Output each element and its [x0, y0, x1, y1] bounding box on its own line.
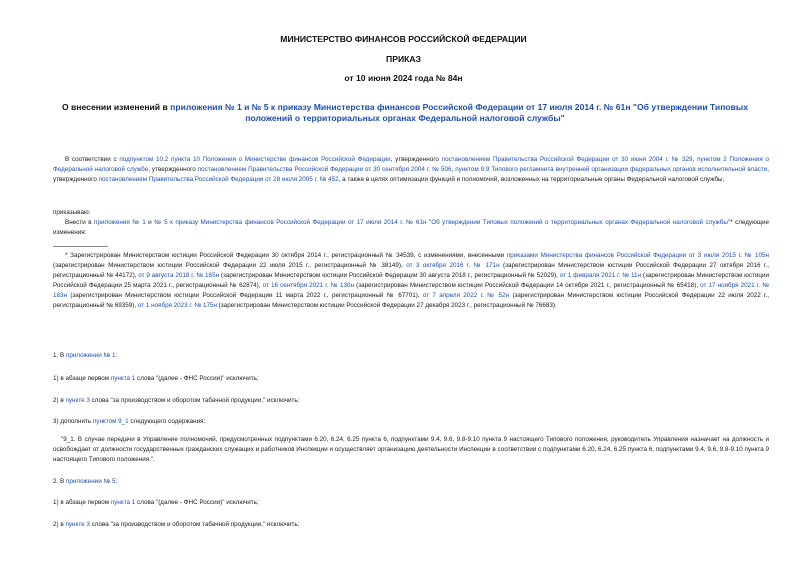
- item-text: 1) в абзаце первом: [53, 499, 111, 506]
- item-1-3-link[interactable]: пунктом 9_1: [92, 418, 129, 425]
- item-1-3: [53, 417, 769, 427]
- preamble-paragraph: [53, 155, 769, 185]
- footnote-text: (зарегистрирован Министерством юстиции Российской Федерации 30 августа 2018 г., регистрационный № 52029),: [219, 272, 560, 279]
- footnote-text: (зарегистрирован Министерством юстиции Российской Федерации 27 октября 2016 г., регистрационный № 44172),: [53, 262, 770, 279]
- footnote-text: (зарегистрирован Министерством юстиции Российской Федерации 25 марта 2021 г., регистрационный № 62874),: [53, 272, 770, 289]
- preamble-text: В соответствии с: [65, 156, 120, 163]
- ministry-title: МИНИСТЕРСТВО ФИНАНСОВ РОССИЙСКОЙ ФЕДЕРАЦИИ: [280, 34, 527, 44]
- quoted-clause-9-1: "9_1. В случае передачи в Управление полномочий, предусмотренных подпунктами 6.20, 6.24, 6.25 пункта 6, подпунктами 9.4, 9.6, 9.8-9.10 пункта 9 настоящего Типового положения, руководитель Управления назначает на должность и освобождает от должности государственных гражданских служащих и работников Инспекции и осуществляет организацию деятельности Инспекции в соответствии с подпунктами 6.20, 6.24, 6.25 пункта 6, подпунктами 9.4, 9.6, 9.8-9.10 пункта 9 настоящего Типового положения.".: [53, 436, 769, 463]
- footnote-text: (зарегистрирован Министерством юстиции Российской Федерации 11 марта 2022 г., регистрационный № 67701),: [66, 292, 423, 299]
- item-text: слова "за производством и оборотом табачной продукции," исключить;: [89, 397, 300, 404]
- item-text: 2. В: [53, 478, 66, 485]
- preamble-text: , а также в целях оптимизации функций и полномочий, возложенных на территориальные органы Федеральной налоговой службы,: [338, 176, 725, 183]
- item-1-2-link[interactable]: пункте 3: [65, 397, 90, 404]
- item-text: 2) в: [53, 397, 66, 404]
- item-1-2: [53, 396, 769, 406]
- preamble-text: , утвержденного: [390, 156, 442, 163]
- footnote-link-11n[interactable]: от 1 февраля 2021 г. № 11н: [559, 272, 642, 279]
- item-2-2-link[interactable]: пункте 3: [65, 521, 90, 528]
- order-word: приказываю:: [53, 209, 91, 216]
- footnote-text: (зарегистрирован Министерством юстиции Российской Федерации 22 июля 2022 г., регистрационный № 69359),: [53, 292, 770, 309]
- item-text: слова "(далее - ФНС России)" исключить;: [135, 375, 259, 382]
- footnote-paragraph: [53, 251, 769, 311]
- footnote-divider: [53, 246, 108, 247]
- item-text: 1. В: [53, 352, 66, 359]
- footnote-link-175n[interactable]: от 1 ноября 2023 г. № 175н: [137, 302, 217, 309]
- item-2-2: [53, 520, 769, 530]
- item-2-1-link[interactable]: пункта 1: [110, 499, 136, 506]
- item-text: :: [115, 352, 118, 359]
- document-subject: [60, 102, 750, 124]
- item-1-link[interactable]: приложении № 1: [65, 352, 116, 359]
- intro-text: и: [145, 219, 155, 226]
- footnote-link-52n[interactable]: от 7 апреля 2022 г. № 52н: [422, 292, 510, 299]
- preamble-link-resolution-452[interactable]: постановлением Правительства Российской Федерации от 28 июля 2005 г. № 452: [98, 176, 339, 183]
- footnote-text: (зарегистрирован Министерством юстиции Российской Федерации 27 декабря 2023 г., регистрационный № 76683).: [216, 302, 557, 309]
- preamble-text: ,: [451, 166, 456, 173]
- item-text: 2) в: [53, 521, 66, 528]
- footnote-link-105n[interactable]: приказами Министерства финансов Российской Федерации от 3 июля 2015 г. № 105н: [506, 252, 769, 259]
- preamble-text: , утвержденного: [53, 166, 769, 183]
- item-text: 1) в абзаце первом: [53, 375, 111, 382]
- footnote-link-171n[interactable]: от 3 октября 2016 г. № 171н: [406, 262, 500, 269]
- subject-prefix: О внесении изменений в: [61, 102, 171, 112]
- item-2-link[interactable]: приложении № 5: [65, 478, 116, 485]
- footnote-link-183n[interactable]: от 17 ноября 2021 г. № 183н: [53, 282, 769, 299]
- preamble-link-regulation[interactable]: подпунктом 10.2 пункта 10 Положения о Министерстве финансов Российской Федерации: [119, 156, 391, 163]
- item-2-1: [53, 498, 769, 508]
- item-text: слова "(далее - ФНС России)" исключить;: [135, 499, 259, 506]
- item-1-1-link[interactable]: пункта 1: [110, 375, 136, 382]
- item-text: 3) дополнить: [53, 418, 93, 425]
- intro-text: * следующие изменения:: [53, 219, 769, 236]
- footnote-text: (зарегистрирован Министерством юстиции Российской Федерации 22 июля 2015 г., регистрационный № 38149),: [53, 262, 407, 269]
- item-text: следующего содержания:: [128, 418, 206, 425]
- intro-paragraph: [53, 218, 769, 238]
- item-1-1: [53, 374, 769, 384]
- footnote-link-165n[interactable]: от 9 августа 2018 г. № 165н: [138, 272, 220, 279]
- document-type: ПРИКАЗ: [386, 54, 421, 64]
- preamble-link-fns-regulation[interactable]: пунктом 2 Положения о Федеральной налоговой службе: [53, 156, 769, 173]
- intro-link-appendix-1[interactable]: приложения № 1: [94, 219, 146, 226]
- footnote-link-130n[interactable]: от 16 сентября 2021 г. № 130н: [262, 282, 354, 289]
- intro-text: Внести в: [65, 219, 95, 226]
- intro-link-appendix-5[interactable]: № 5 к приказу Министерства финансов Российской Федерации от 17 июля 2014 г. № 61н "Об утверждении Типовых положений о территориальных органах Федеральной налоговой службы": [154, 219, 731, 226]
- preamble-link-typical-regulation[interactable]: пунктом 9.9 Типового регламента внутренней организации федеральных органов исполнительной власти: [455, 166, 768, 173]
- preamble-text: , утвержденного: [148, 166, 198, 173]
- preamble-link-resolution-506[interactable]: постановлением Правительства Российской Федерации от 30 сентября 2004 г. № 506: [197, 166, 452, 173]
- preamble-link-resolution-329[interactable]: постановлением Правительства Российской Федерации от 30 июня 2004 г. № 329: [441, 156, 693, 163]
- preamble-text: ,: [692, 156, 698, 163]
- footnote-text: (зарегистрирован Министерством юстиции Российской Федерации 14 октября 2021 г., регистрационный № 65418),: [354, 282, 701, 289]
- item-2-appendix-5: [53, 477, 769, 487]
- item-1-appendix-1: [53, 351, 769, 361]
- item-text: слова "за производством и оборотом табачной продукции," исключить;: [89, 521, 300, 528]
- subject-link[interactable]: приложения № 1 и № 5 к приказу Министерства финансов Российской Федерации от 17 июля 2014 г. № 61н "Об утверждении Типовых положений о территориальных органах Федеральной налоговой службы": [170, 102, 749, 123]
- footnote-text: * Зарегистрирован Министерством юстиции Российской Федерации 30 октября 2014 г., регистрационный № 34539, с изменениями, внесенными: [65, 252, 507, 259]
- document-date: от 10 июня 2024 года № 84н: [344, 73, 463, 83]
- item-text: :: [115, 478, 118, 485]
